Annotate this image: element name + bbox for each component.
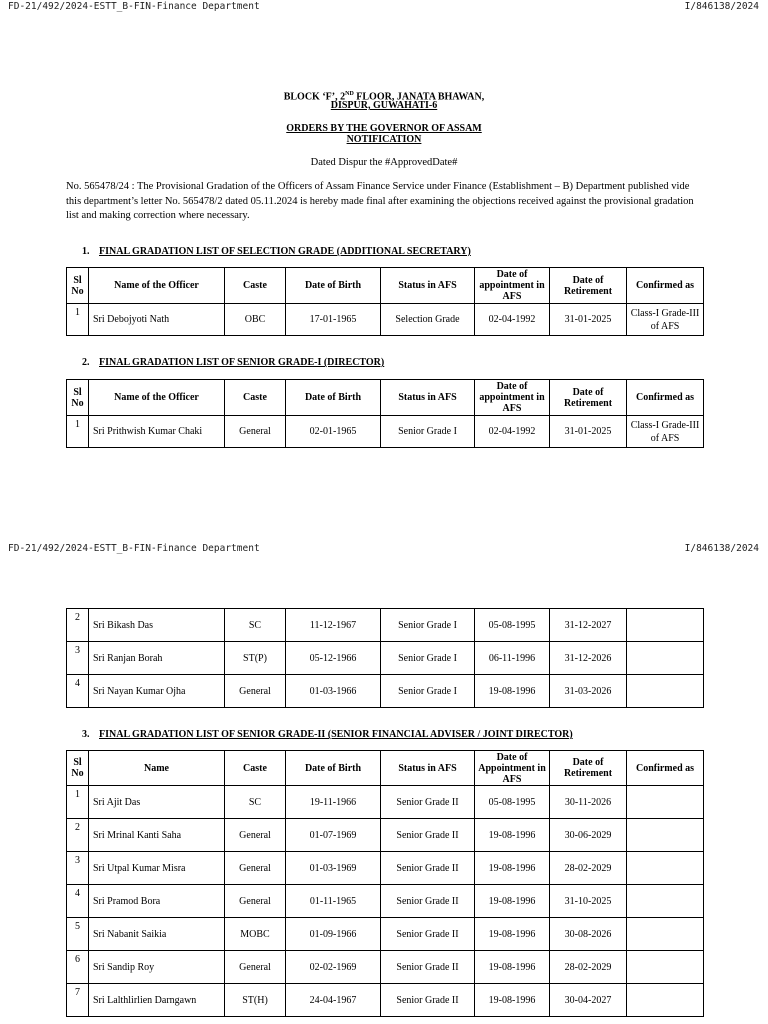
col-status: Status in AFS [381,380,475,416]
col-retirement: Date of Retirement [550,268,627,304]
orders-heading: ORDERS BY THE GOVERNOR OF ASSAM [286,123,482,134]
file-number: FD-21/492/2024-ESTT_B-FIN-Finance Department [8,543,260,554]
table-header-row [67,380,704,416]
col-sl-no: Sl No [67,268,89,304]
col-sl-no: Sl No [67,380,89,416]
col-confirmed: Confirmed as [627,380,704,416]
table-row: 1 Sri Ajit Das SC 19-11-1966 Senior Grade II 05-08-1995 30-11-2026 [67,786,704,819]
address-line-1: BLOCK ‘F’, 2ND FLOOR, JANATA BHAWAN, [283,91,485,103]
col-name: Name [89,751,225,786]
section-2-title: 2. FINAL GRADATION LIST OF SENIOR GRADE-I (DIRECTOR) [82,357,385,368]
col-confirmed: Confirmed as [627,751,704,786]
address-line-2: DISPUR, GUWAHATI-6 [330,100,438,111]
table-row: 3 Sri Utpal Kumar Misra General 01-03-1969 Senior Grade II 19-08-1996 28-02-2029 [67,852,704,885]
table-row: 4 Sri Nayan Kumar Ojha General 01-03-1966 Senior Grade I 19-08-1996 31-03-2026 [67,675,704,708]
col-appointment: Date of appointment in AFS [475,268,550,304]
col-sl-no: Sl No [67,751,89,786]
reference-number: I/846138/2024 [684,543,759,554]
table-row: 1 Sri Debojyoti Nath OBC 17-01-1965 Selection Grade 02-04-1992 31-01-2025 Class-I Grade-III of AFS [67,304,704,336]
table-row: 2 Sri Bikash Das SC 11-12-1967 Senior Grade I 05-08-1995 31-12-2027 [67,609,704,642]
table-row: 4 Sri Pramod Bora General 01-11-1965 Senior Grade II 19-08-1996 31-10-2025 [67,885,704,918]
section-3-title: 3. FINAL GRADATION LIST OF SENIOR GRADE-II (SENIOR FINANCIAL ADVISER / JOINT DIRECTOR) [82,729,573,740]
col-retirement: Date of Retirement [550,751,627,786]
table-row: 6 Sri Sandip Roy General 02-02-1969 Senior Grade II 19-08-1996 28-02-2029 [67,951,704,984]
file-number: FD-21/492/2024-ESTT_B-FIN-Finance Department [8,1,260,12]
notification-heading: NOTIFICATION [346,134,422,145]
col-caste: Caste [225,380,286,416]
col-caste: Caste [225,751,286,786]
table-row: 1 Sri Prithwish Kumar Chaki General 02-01-1965 Senior Grade I 02-04-1992 31-01-2025 Class-I Grade-III of AFS [67,416,704,448]
col-dob: Date of Birth [286,380,381,416]
col-appointment: Date of appointment in AFS [475,380,550,416]
col-retirement: Date of Retirement [550,380,627,416]
table-senior-grade-1 [66,379,704,448]
table-header-row [67,268,704,304]
table-header-row [67,751,704,786]
table-senior-grade-1-continued [66,608,704,708]
reference-number: I/846138/2024 [684,1,759,12]
table-row: 2 Sri Mrinal Kanti Saha General 01-07-1969 Senior Grade II 19-08-1996 30-06-2029 [67,819,704,852]
col-status: Status in AFS [381,751,475,786]
dated-line: Dated Dispur the #ApprovedDate# [310,157,458,168]
col-dob: Date of Birth [286,268,381,304]
col-caste: Caste [225,268,286,304]
table-senior-grade-2 [66,750,704,1017]
section-1-title: 1. FINAL GRADATION LIST OF SELECTION GRADE (ADDITIONAL SECRETARY) [82,246,471,257]
col-confirmed: Confirmed as [627,268,704,304]
col-appointment: Date of Appointment in AFS [475,751,550,786]
running-header [0,1,768,15]
running-header-page-2 [0,543,768,557]
col-name: Name of the Officer [89,268,225,304]
table-row: 5 Sri Nabanit Saikia MOBC 01-09-1966 Senior Grade II 19-08-1996 30-08-2026 [67,918,704,951]
table-row: 7 Sri Lalthlirlien Darngawn ST(H) 24-04-1967 Senior Grade II 19-08-1996 30-04-2027 [67,984,704,1017]
col-dob: Date of Birth [286,751,381,786]
col-status: Status in AFS [381,268,475,304]
table-selection-grade [66,267,704,336]
table-row: 3 Sri Ranjan Borah ST(P) 05-12-1966 Senior Grade I 06-11-1996 31-12-2026 [67,642,704,675]
col-name: Name of the Officer [89,380,225,416]
intro-paragraph: No. 565478/24 : The Provisional Gradation of the Officers of Assam Finance Service under Finance (Establishment – B) Department published vide this department’s letter No. 565478/2 dated 05.11.2024 is hereby made final after examining the objections received against the provisional gradation list and making correction where necessary. [66,181,694,221]
